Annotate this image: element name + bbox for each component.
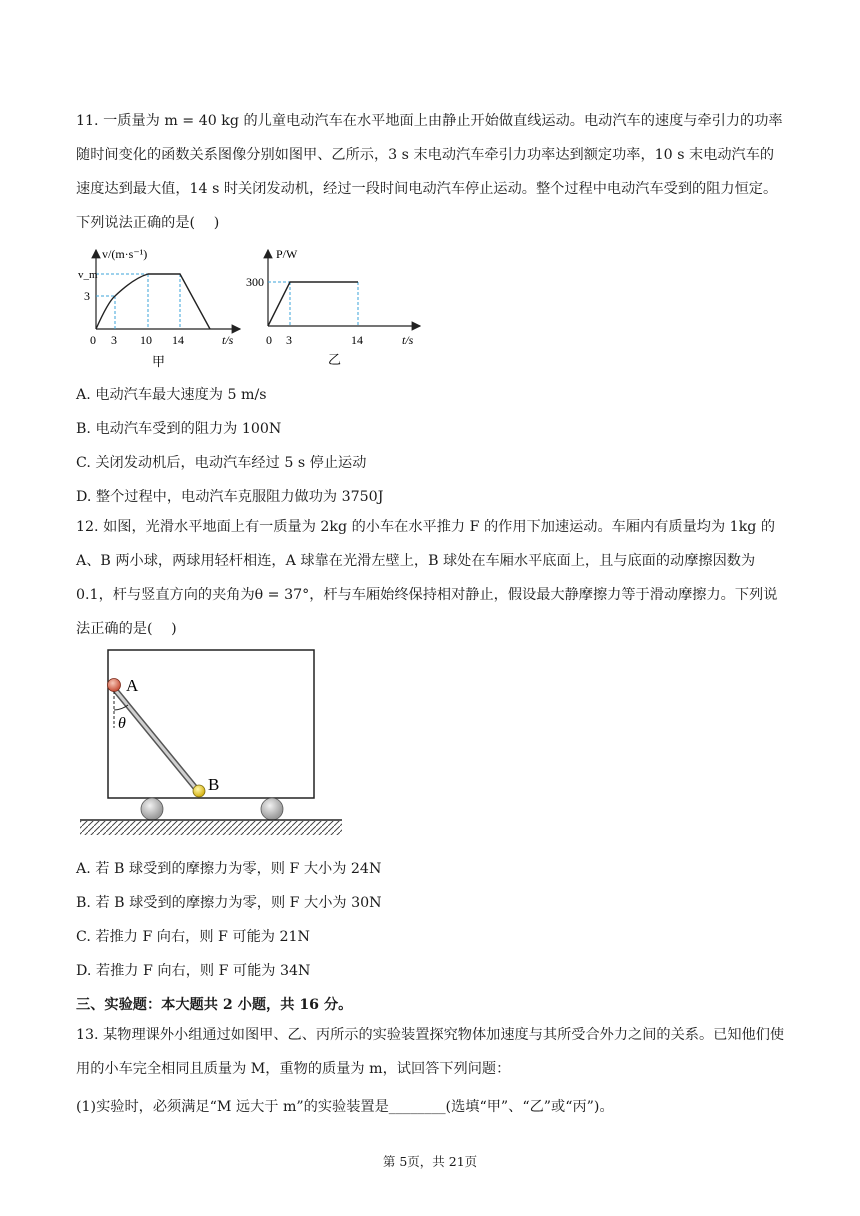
- v-x-axis-label: t/s: [222, 333, 234, 347]
- p-axis-label: P/W: [276, 247, 298, 261]
- p-caption: 乙: [328, 352, 342, 367]
- label-b: B: [208, 775, 220, 794]
- v-xtick-3: 3: [111, 333, 117, 347]
- section3-heading: 三、实验题：本大题共 2 小题，共 16 分。: [76, 997, 353, 1013]
- p-xtick-14: 14: [351, 333, 363, 347]
- p-x-axis-label: t/s: [402, 333, 414, 347]
- q12-option-c: C. 若推力 F 向右，则 F 可能为 21N: [76, 929, 310, 945]
- label-theta: θ: [118, 715, 126, 732]
- p-xtick-0: 0: [266, 333, 272, 347]
- v-xtick-10: 10: [140, 333, 152, 347]
- q13-sub1: (1)实验时，必须满足“M 远大于 m”的实验装置是________(选填“甲”、“乙”或“丙”)。: [76, 1099, 614, 1115]
- wheel-left: [141, 798, 163, 820]
- q12-cart-figure: [76, 646, 346, 846]
- v-tick-3: 3: [84, 289, 90, 303]
- wheel-right: [261, 798, 283, 820]
- label-a: A: [126, 676, 139, 695]
- q11-option-c: C. 关闭发动机后，电动汽车经过 5 s 停止运动: [76, 455, 367, 471]
- v-caption: 甲: [152, 354, 166, 369]
- v-xtick-14: 14: [172, 333, 184, 347]
- p-xtick-3: 3: [286, 333, 292, 347]
- q12-option-a: A. 若 B 球受到的摩擦力为零，则 F 大小为 24N: [76, 861, 382, 877]
- q11-option-a: A. 电动汽车最大速度为 5 m/s: [76, 387, 267, 403]
- p-tick-300: 300: [246, 275, 264, 289]
- q11-option-d: D. 整个过程中，电动汽车克服阻力做功为 3750J: [76, 489, 384, 505]
- q11-option-b: B. 电动汽车受到的阻力为 100N: [76, 421, 282, 437]
- q11-graph-velocity: [76, 244, 246, 372]
- q12-option-b: B. 若 B 球受到的摩擦力为零，则 F 大小为 30N: [76, 895, 382, 911]
- q11-graph-power: [246, 244, 426, 372]
- v-axis-label: v/(m·s⁻¹): [102, 247, 148, 261]
- q11-stem: 11. 一质量为 m = 40 kg 的儿童电动汽车在水平地面上由静止开始做直线运动。电动汽车的速度与牵引力的功率随时间变化的函数关系图像分别如图甲、乙所示，3 s 末电动汽车牵引力功率达到额定功率，10 s 末电动汽车的速度达到最大值，14 s 时关闭发动机，经过一段时间电动汽车停止运动。整个过程中电动汽车受到的阻力恒定。下列说法正确的是( ): [76, 113, 783, 231]
- q13-stem: 13. 某物理课外小组通过如图甲、乙、丙所示的实验装置探究物体加速度与其所受合外力之间的关系。已知他们使用的小车完全相同且质量为 M，重物的质量为 m，试回答下列问题：: [76, 1027, 785, 1077]
- v-xtick-0: 0: [90, 333, 96, 347]
- v-max-label: v_m: [78, 269, 98, 281]
- page-footer: 第 5页，共 21页: [382, 1154, 478, 1169]
- q12-stem: 12. 如图，光滑水平地面上有一质量为 2kg 的小车在水平推力 F 的作用下加速运动。车厢内有质量均为 1kg 的 A、B 两小球，两球用轻杆相连，A 球靠在光滑左壁上，B 球处在车厢水平底面上，且与底面的动摩擦因数为 0.1，杆与竖直方向的夹角为θ = 37°，杆与车厢始终保持相对静止，假设最大静摩擦力等于滑动摩擦力。下列说法正确的是( ): [76, 519, 778, 637]
- q12-option-d: D. 若推力 F 向右，则 F 可能为 34N: [76, 963, 311, 979]
